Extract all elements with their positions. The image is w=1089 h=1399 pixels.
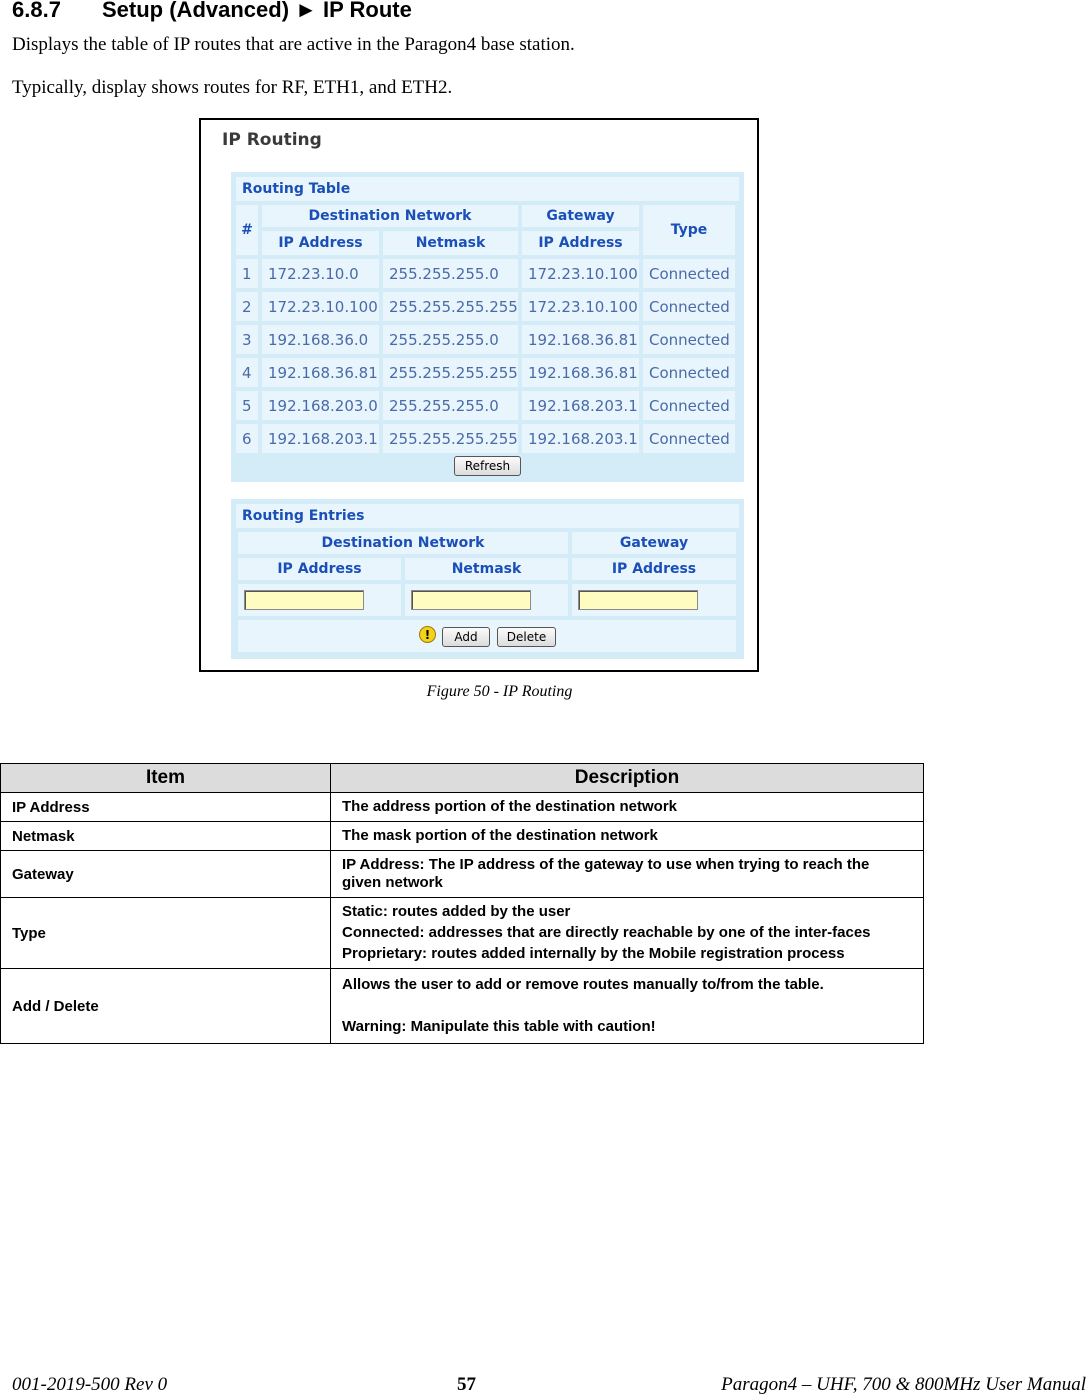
routing-entries-title: Routing Entries — [236, 504, 739, 528]
footer-manual-title: Paragon4 – UHF, 700 & 800MHz User Manual — [721, 1374, 1086, 1395]
entry-ip-header: IP Address — [238, 558, 401, 580]
figure-caption: Figure 50 - IP Routing — [426, 683, 573, 700]
description-line: Connected: addresses that are directly reachable by one of the inter-faces — [342, 924, 871, 941]
description-line: The address portion of the destination network — [342, 798, 678, 815]
route-netmask: 255.255.255.255 — [383, 424, 518, 453]
table-row — [1, 822, 924, 851]
route-num: 2 — [236, 292, 258, 321]
route-ip: 192.168.203.1 — [262, 424, 379, 453]
route-gateway: 192.168.36.81 — [522, 358, 639, 387]
warning-icon: ! — [419, 626, 436, 643]
description-header: Description — [331, 764, 924, 793]
col-destination-header: Destination Network — [262, 205, 518, 227]
description-line: Static: routes added by the user — [342, 903, 571, 920]
route-type: Connected — [643, 391, 735, 420]
entry-netmask-header: Netmask — [405, 558, 568, 580]
col-gateway-header: Gateway — [522, 205, 639, 227]
description-line: Proprietary: routes added internally by the Mobile registration process — [342, 945, 845, 962]
gateway-ip-input[interactable] — [578, 590, 698, 610]
route-ip: 192.168.36.81 — [262, 358, 379, 387]
description-cell — [331, 793, 924, 822]
route-netmask: 255.255.255.255 — [383, 292, 518, 321]
route-type: Connected — [643, 292, 735, 321]
item-cell: Type — [1, 898, 331, 969]
description-line: IP Address: The IP address of the gateway to use when trying to reach the given network — [342, 856, 870, 891]
route-type: Connected — [643, 325, 735, 354]
intro-paragraph-1: Displays the table of IP routes that are active in the Paragon4 base station. — [12, 34, 575, 55]
item-cell: Add / Delete — [1, 969, 331, 1044]
description-cell — [331, 969, 924, 1044]
item-description-table — [0, 763, 924, 1044]
route-netmask: 255.255.255.0 — [383, 391, 518, 420]
section-heading — [12, 0, 412, 23]
route-num: 1 — [236, 259, 258, 288]
route-gateway: 172.23.10.100 — [522, 292, 639, 321]
description-cell — [331, 822, 924, 851]
col-ip-header: IP Address — [262, 231, 379, 255]
route-type: Connected — [643, 424, 735, 453]
description-cell — [331, 898, 924, 969]
entry-destination-header: Destination Network — [238, 532, 568, 554]
intro-paragraph-2: Typically, display shows routes for RF, ETH1, and ETH2. — [12, 77, 453, 98]
route-ip: 192.168.36.0 — [262, 325, 379, 354]
item-cell: Netmask — [1, 822, 331, 851]
route-gateway: 192.168.203.1 — [522, 424, 639, 453]
section-number: 6.8.7 — [12, 0, 61, 22]
table-row — [1, 851, 924, 898]
warning-line: Warning: Manipulate this table with caution! — [342, 1018, 656, 1035]
refresh-button[interactable]: Refresh — [454, 456, 521, 476]
route-ip: 172.23.10.0 — [262, 259, 379, 288]
col-netmask-header: Netmask — [383, 231, 518, 255]
routing-entries-panel — [231, 499, 744, 659]
table-row — [1, 969, 924, 1044]
item-cell: Gateway — [1, 851, 331, 898]
table-header-row — [1, 764, 924, 793]
route-num: 5 — [236, 391, 258, 420]
ip-address-input[interactable] — [244, 590, 364, 610]
ip-routing-title: IP Routing — [222, 130, 322, 150]
delete-button[interactable]: Delete — [497, 627, 556, 647]
section-title: Setup (Advanced) ► IP Route — [102, 0, 412, 22]
route-gateway: 192.168.203.1 — [522, 391, 639, 420]
ip-routing-figure — [199, 118, 759, 672]
col-gw-ip-header: IP Address — [522, 231, 639, 255]
footer-doc-number: 001-2019-500 Rev 0 — [12, 1374, 168, 1395]
route-num: 4 — [236, 358, 258, 387]
table-row — [1, 898, 924, 969]
table-row — [1, 793, 924, 822]
entry-gw-ip-header: IP Address — [572, 558, 736, 580]
netmask-input[interactable] — [411, 590, 531, 610]
description-cell — [331, 851, 924, 898]
col-type-header: Type — [643, 205, 735, 255]
col-hash-header: # — [236, 205, 258, 255]
route-num: 3 — [236, 325, 258, 354]
route-netmask: 255.255.255.0 — [383, 325, 518, 354]
route-num: 6 — [236, 424, 258, 453]
routing-table-title: Routing Table — [236, 177, 739, 201]
item-cell: IP Address — [1, 793, 331, 822]
entry-gateway-header: Gateway — [572, 532, 736, 554]
add-button[interactable]: Add — [442, 627, 490, 647]
route-ip: 192.168.203.0 — [262, 391, 379, 420]
route-netmask: 255.255.255.0 — [383, 259, 518, 288]
description-line: The mask portion of the destination network — [342, 827, 658, 844]
route-netmask: 255.255.255.255 — [383, 358, 518, 387]
page-number: 57 — [457, 1374, 476, 1395]
route-type: Connected — [643, 259, 735, 288]
route-type: Connected — [643, 358, 735, 387]
description-line: Allows the user to add or remove routes manually to/from the table. — [342, 976, 824, 993]
route-gateway: 172.23.10.100 — [522, 259, 639, 288]
route-ip: 172.23.10.100 — [262, 292, 379, 321]
routing-table-panel — [231, 172, 744, 482]
item-header: Item — [1, 764, 331, 793]
route-gateway: 192.168.36.81 — [522, 325, 639, 354]
